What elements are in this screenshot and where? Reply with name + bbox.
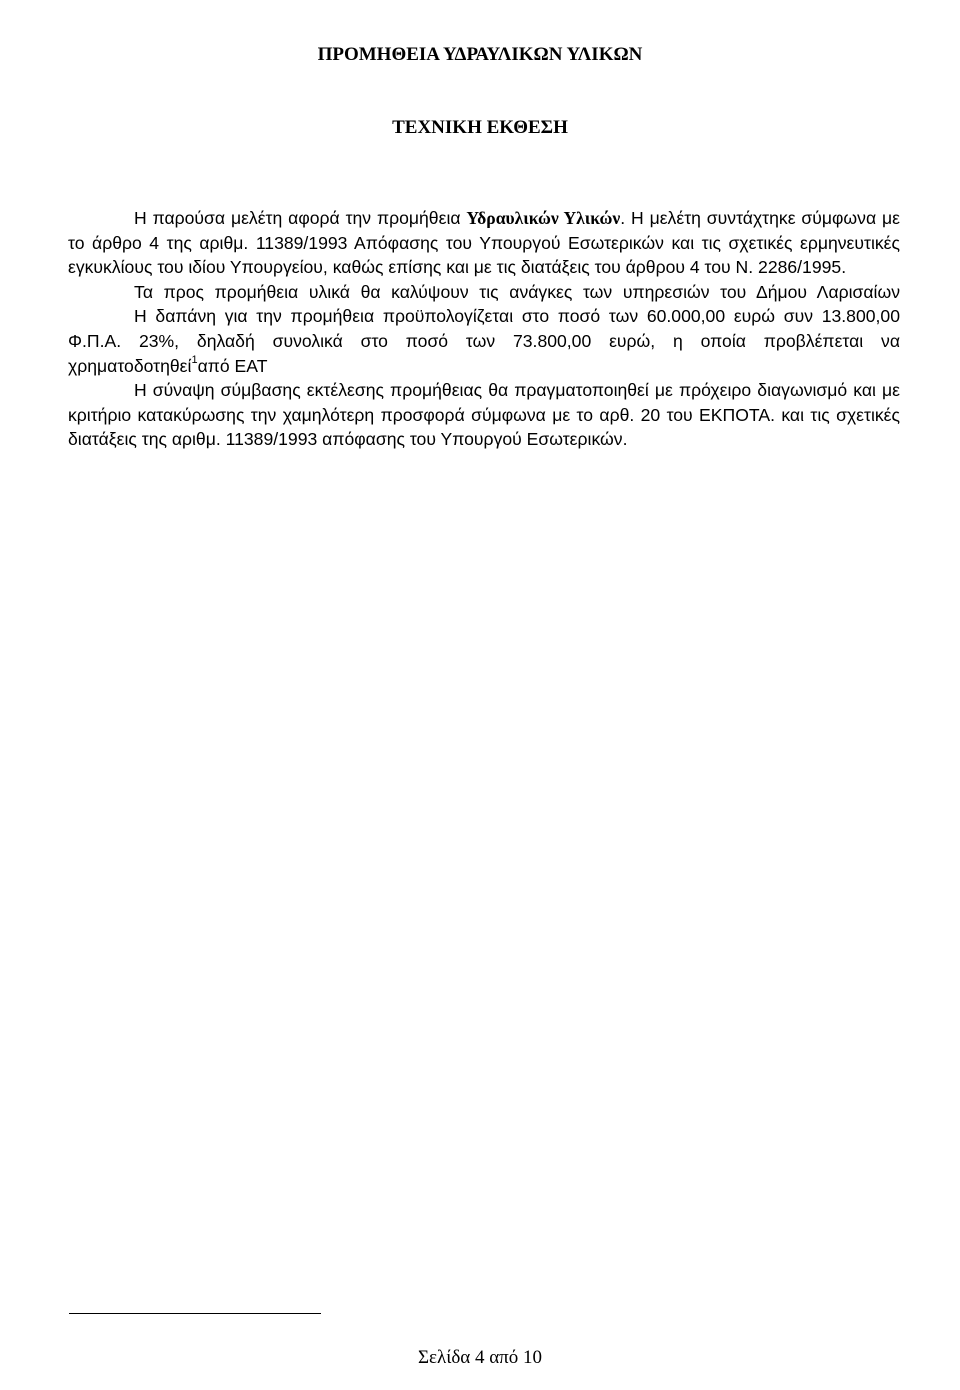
paragraph-scope-end: . Η μελέτη συντάχτηκε σύμφωνα με το άρθρο 4 της αριθμ. 11389/1993 Απόφασης του Υπουργού Εσωτερικών και τις σχετικές ερμηνευτικές εγκυκλίους του ιδίου Υπουργείου, καθώς επίσης και με τις διατάξεις του άρθρου 4 του Ν. 2286/1995. <box>68 208 900 278</box>
paragraph-scope-start: Η παρούσα μελέτη αφορά την προμήθεια <box>134 208 467 228</box>
paragraph-scope <box>68 206 900 280</box>
paragraph-budget <box>68 304 900 378</box>
document-subtitle: ΤΕΧΝΙΚΗ ΕΚΘΕΣΗ <box>392 117 568 138</box>
page-number: Σελίδα 4 από 10 <box>417 1347 543 1368</box>
paragraph-budget-start: Η δαπάνη για την προμήθεια προϋπολογίζεται στο ποσό των 60.000,00 ευρώ συν 13.800,00 Φ.Π.Α. 23%, δηλαδή συνολικά στο ποσό των 73.800,00 ευρώ, η οποία προβλέπεται να χρηματοδοτηθεί <box>68 306 900 376</box>
paragraph-contract: Η σύναψη σύμβασης εκτέλεσης προμήθειας θα πραγματοποιηθεί με πρόχειρο διαγωνισμό και με κριτήριο κατακύρωσης την χαμηλότερη προσφορά σύμφωνα με το αρθ. 20 του ΕΚΠΟΤΑ. και τις σχετικές διατάξεις της αριθμ. 11389/1993 απόφασης του Υπουργού Εσωτερικών. <box>68 380 900 450</box>
paragraph-scope-subject: Υδραυλικών Υλικών <box>466 208 621 228</box>
paragraph-needs: Τα προς προμήθεια υλικά θα καλύψουν τις ανάγκες των υπηρεσιών του Δήμου Λαρισαίων <box>134 281 900 302</box>
paragraph-budget-end: από ΕΑΤ <box>197 355 268 376</box>
footnote-separator <box>69 1313 321 1314</box>
page-title: ΠΡΟΜΗΘΕΙΑ ΥΔΡΑΥΛΙΚΩΝ ΥΛΙΚΩΝ <box>317 44 643 65</box>
document-body <box>68 206 900 452</box>
footnote-marker: 1 <box>191 353 198 366</box>
